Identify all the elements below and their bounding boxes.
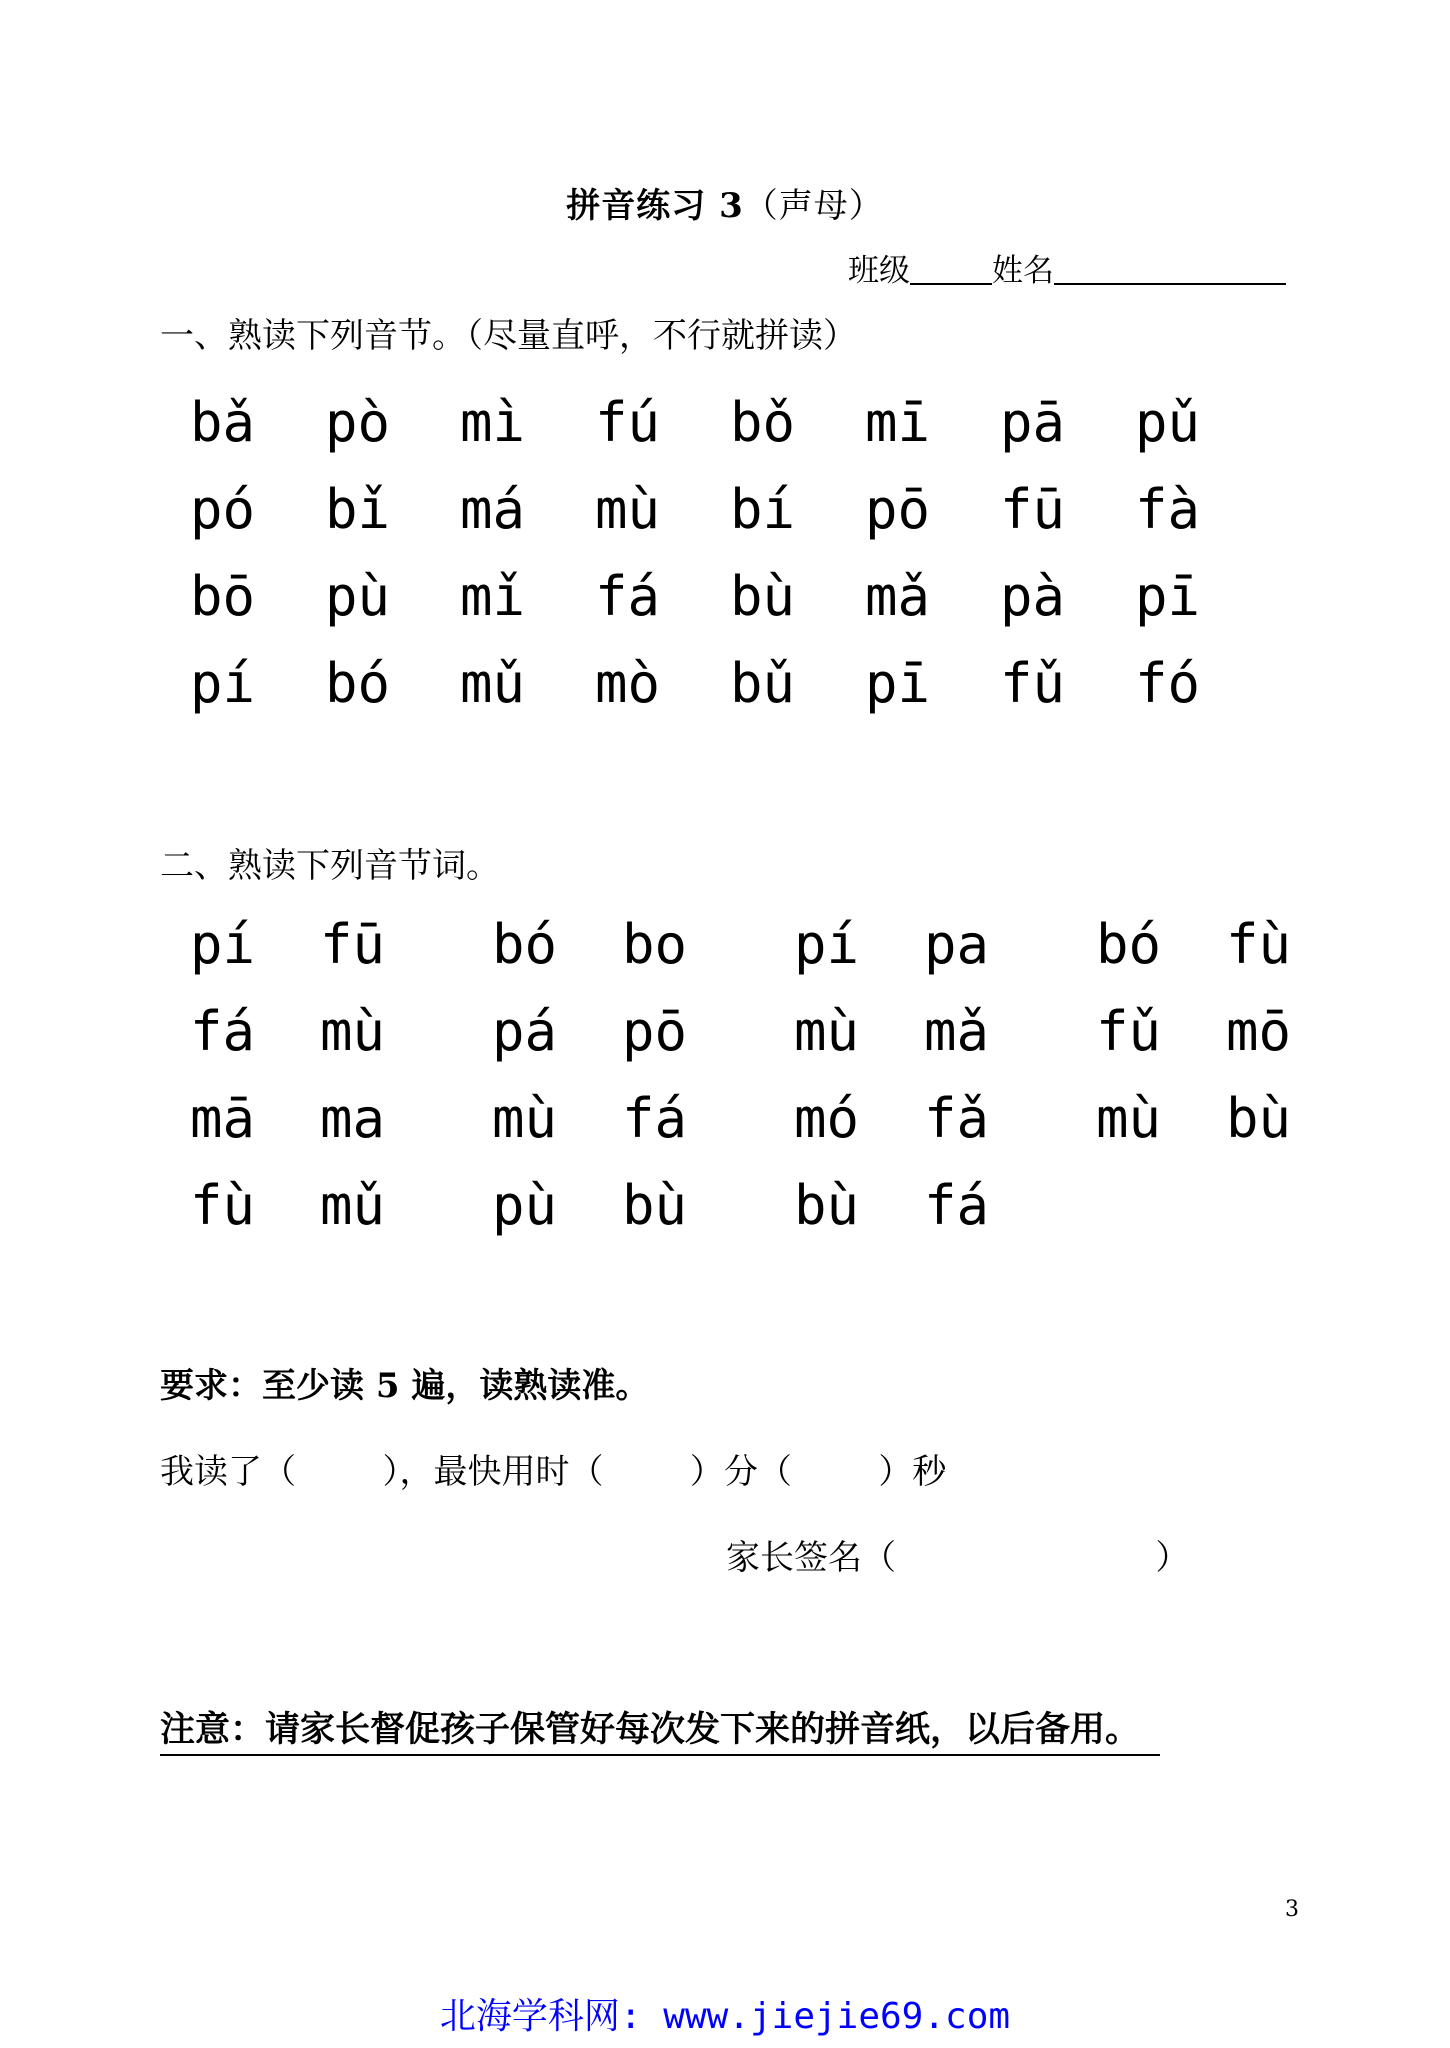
syllable: mǎ (865, 565, 931, 628)
syllable: pí (190, 652, 256, 715)
syllable-row (190, 562, 1270, 649)
word: pù bù (492, 1174, 688, 1237)
page-title (0, 178, 1450, 227)
syllable: pà (1000, 565, 1066, 628)
word-row (190, 997, 1398, 1084)
syllable-row (190, 388, 1270, 475)
class-label: 班级 (848, 253, 910, 289)
syllable: pó (190, 478, 256, 541)
syllable: bō (190, 565, 256, 628)
syllable: pǔ (1135, 391, 1201, 454)
syllable: mǐ (460, 565, 526, 628)
syllable: pō (865, 478, 931, 541)
title-main: 拼音练习 3 (566, 186, 744, 226)
syllable: bí (730, 478, 796, 541)
syllable-grid (190, 388, 1270, 736)
word: fá mù (190, 1000, 386, 1063)
syllable: pā (1000, 391, 1066, 454)
syllable: pī (1135, 565, 1201, 628)
syllable: bǎ (190, 391, 256, 454)
word: bù fá (794, 1174, 990, 1237)
word: pá pō (492, 1000, 688, 1063)
title-subtitle: （声母） (743, 186, 884, 226)
syllable: mò (595, 652, 661, 715)
syllable: fó (1135, 652, 1201, 715)
word: fǔ mō (1096, 1000, 1292, 1063)
syllable: fá (595, 565, 661, 628)
name-blank[interactable] (1054, 255, 1286, 285)
section2-heading: 二、熟读下列音节词。 (160, 846, 500, 886)
word: mó fǎ (794, 1087, 990, 1150)
word: pí fū (190, 913, 386, 976)
syllable: fǔ (1000, 652, 1066, 715)
syllable: mì (460, 391, 526, 454)
syllable: fū (1000, 478, 1066, 541)
syllable: fú (595, 391, 661, 454)
syllable: bó (325, 652, 391, 715)
word: mù bù (1096, 1087, 1292, 1150)
class-blank[interactable] (910, 255, 992, 285)
notice-text: 注意：请家长督促孩子保管好每次发下来的拼音纸，以后备用。 (160, 1702, 1160, 1756)
syllable: bǒ (730, 391, 796, 454)
syllable: pò (325, 391, 391, 454)
word: fù mǔ (190, 1174, 386, 1237)
syllable-row (190, 649, 1270, 736)
syllable: má (460, 478, 526, 541)
word-grid (190, 910, 1398, 1258)
syllable: bǐ (325, 478, 391, 541)
class-name-line (848, 245, 1286, 290)
syllable: bǔ (730, 652, 796, 715)
section1-heading: 一、熟读下列音节。（尽量直呼，不行就拼读） (160, 316, 857, 356)
word: pí pa (794, 913, 990, 976)
word: bó fù (1096, 913, 1292, 976)
word: mù fá (492, 1087, 688, 1150)
syllable: mù (595, 478, 661, 541)
word: mā ma (190, 1087, 386, 1150)
page-number: 3 (1285, 1897, 1299, 1922)
syllable: fà (1135, 478, 1201, 541)
word-row (190, 1171, 1398, 1258)
syllable: pī (865, 652, 931, 715)
read-record-line: 我读了（ ），最快用时（ ）分（ ）秒 (160, 1452, 947, 1492)
syllable: bù (730, 565, 796, 628)
syllable-row (190, 475, 1270, 562)
word-row (190, 1084, 1398, 1171)
word: bó bo (492, 913, 688, 976)
parent-signature-line: 家长签名（ ） (726, 1538, 1190, 1578)
syllable: mǔ (460, 652, 526, 715)
syllable: pù (325, 565, 391, 628)
name-label: 姓名 (992, 253, 1054, 289)
word-row (190, 910, 1398, 997)
word (1096, 1171, 1398, 1258)
requirement-text: 要求：至少读 5 遍，读熟读准。 (160, 1366, 650, 1406)
syllable: mī (865, 391, 931, 454)
word: mù mǎ (794, 1000, 990, 1063)
watermark-link[interactable]: 北海学科网: www.jiejie69.com (439, 1996, 1011, 2037)
